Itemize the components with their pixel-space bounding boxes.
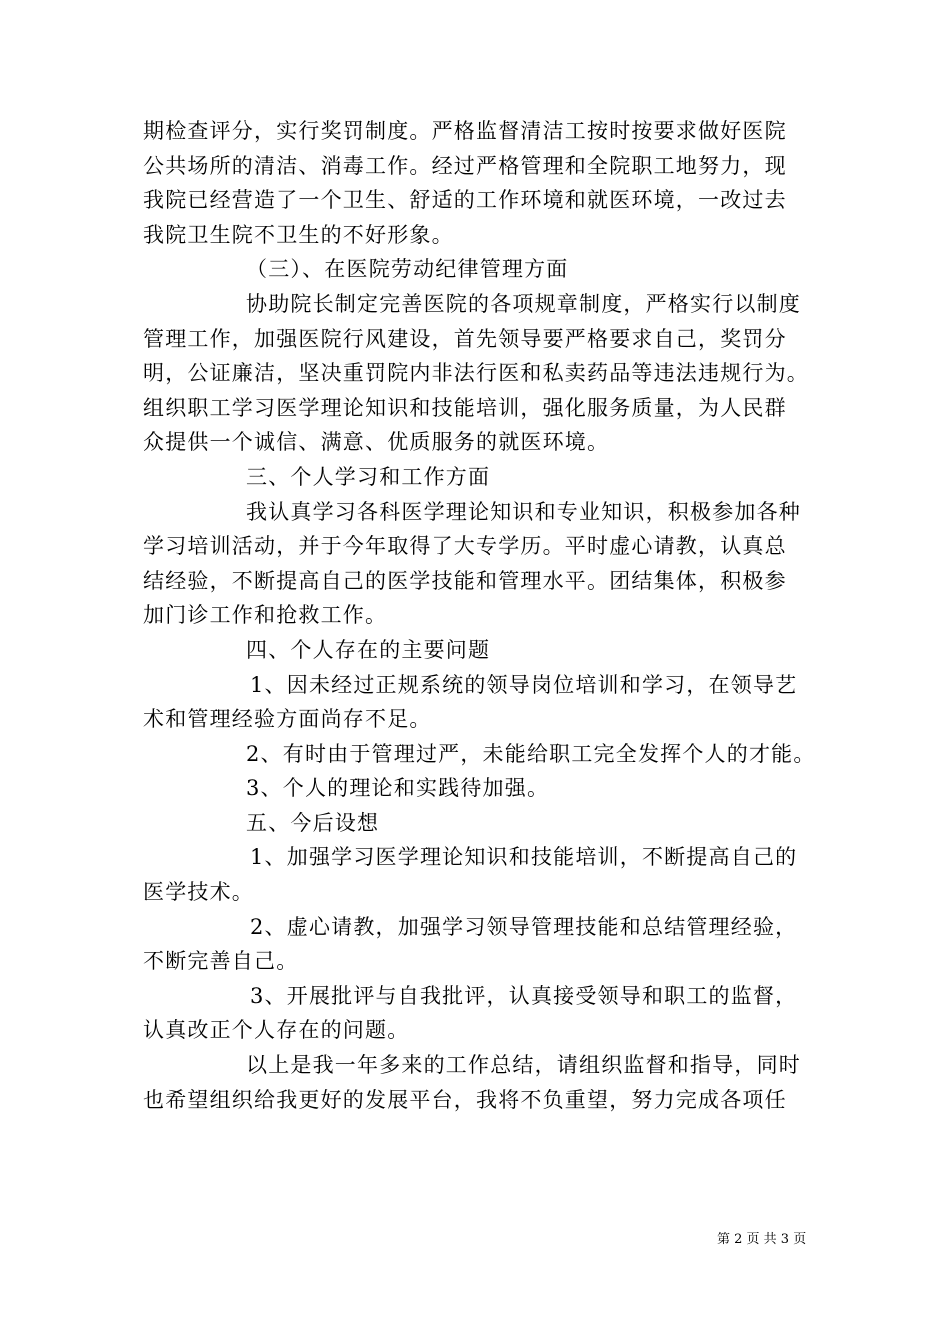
page-number: 第 2 页 共 3 页 xyxy=(717,1232,807,1247)
section-heading: 三、个人学习和工作方面 xyxy=(246,464,491,489)
list-item: 2、有时由于管理过严，未能给职工完全发挥个人的才能。 xyxy=(246,741,816,766)
paragraph-line: 管理工作，加强医院行风建设，首先领导要严格要求自己，奖罚分 xyxy=(143,326,787,351)
section-heading: 五、今后设想 xyxy=(246,810,380,835)
list-item: 1、因未经过正规系统的领导岗位培训和学习，在领导艺 xyxy=(250,672,798,697)
document-body xyxy=(143,114,823,1117)
list-item: 3、开展批评与自我批评，认真接受领导和职工的监督， xyxy=(250,983,798,1008)
paragraph-line: 以上是我一年多来的工作总结，请组织监督和指导，同时 xyxy=(246,1053,801,1078)
paragraph-line: 也希望组织给我更好的发展平台，我将不负重望，努力完成各项任 xyxy=(143,1087,787,1112)
paragraph-line: 我认真学习各科医学理论知识和专业知识，积极参加各种 xyxy=(246,499,801,524)
list-item-continuation: 认真改正个人存在的问题。 xyxy=(143,1018,410,1043)
list-item-continuation: 医学技术。 xyxy=(143,880,254,905)
paragraph-line: 公共场所的清洁、消毒工作。经过严格管理和全院职工地努力，现 xyxy=(143,153,787,178)
list-item: 1、加强学习医学理论知识和技能培训，不断提高自己的 xyxy=(250,845,798,870)
list-item: 3、个人的理论和实践待加强。 xyxy=(246,776,550,801)
paragraph-line: 协助院长制定完善医院的各项规章制度，严格实行以制度 xyxy=(246,291,801,316)
section-heading: （三）、在医院劳动纪律管理方面 xyxy=(246,257,569,282)
paragraph-line: 我院已经营造了一个卫生、舒适的工作环境和就医环境，一改过去 xyxy=(143,188,787,213)
section-heading: 四、个人存在的主要问题 xyxy=(246,637,491,662)
list-item-continuation: 不断完善自己。 xyxy=(143,949,299,974)
paragraph-line: 期检查评分，实行奖罚制度。严格监督清洁工按时按要求做好医院 xyxy=(143,119,787,143)
paragraph-line: 明，公证廉洁，坚决重罚院内非法行医和私卖药品等违法违规行为。 xyxy=(143,361,809,386)
paragraph-line: 学习培训活动，并于今年取得了大专学历。平时虚心请教，认真总 xyxy=(143,534,787,559)
list-item: 2、虚心请教，加强学习领导管理技能和总结管理经验， xyxy=(250,914,798,939)
paragraph-line: 我院卫生院不卫生的不好形象。 xyxy=(143,222,454,247)
paragraph-line: 结经验，不断提高自己的医学技能和管理水平。团结集体，积极参 xyxy=(143,568,787,593)
paragraph-line: 加门诊工作和抢救工作。 xyxy=(143,603,388,628)
list-item-continuation: 术和管理经验方面尚存不足。 xyxy=(143,707,432,732)
paragraph-line: 众提供一个诚信、满意、优质服务的就医环境。 xyxy=(143,430,610,455)
paragraph-line: 组织职工学习医学理论知识和技能培训，强化服务质量，为人民群 xyxy=(143,395,787,420)
